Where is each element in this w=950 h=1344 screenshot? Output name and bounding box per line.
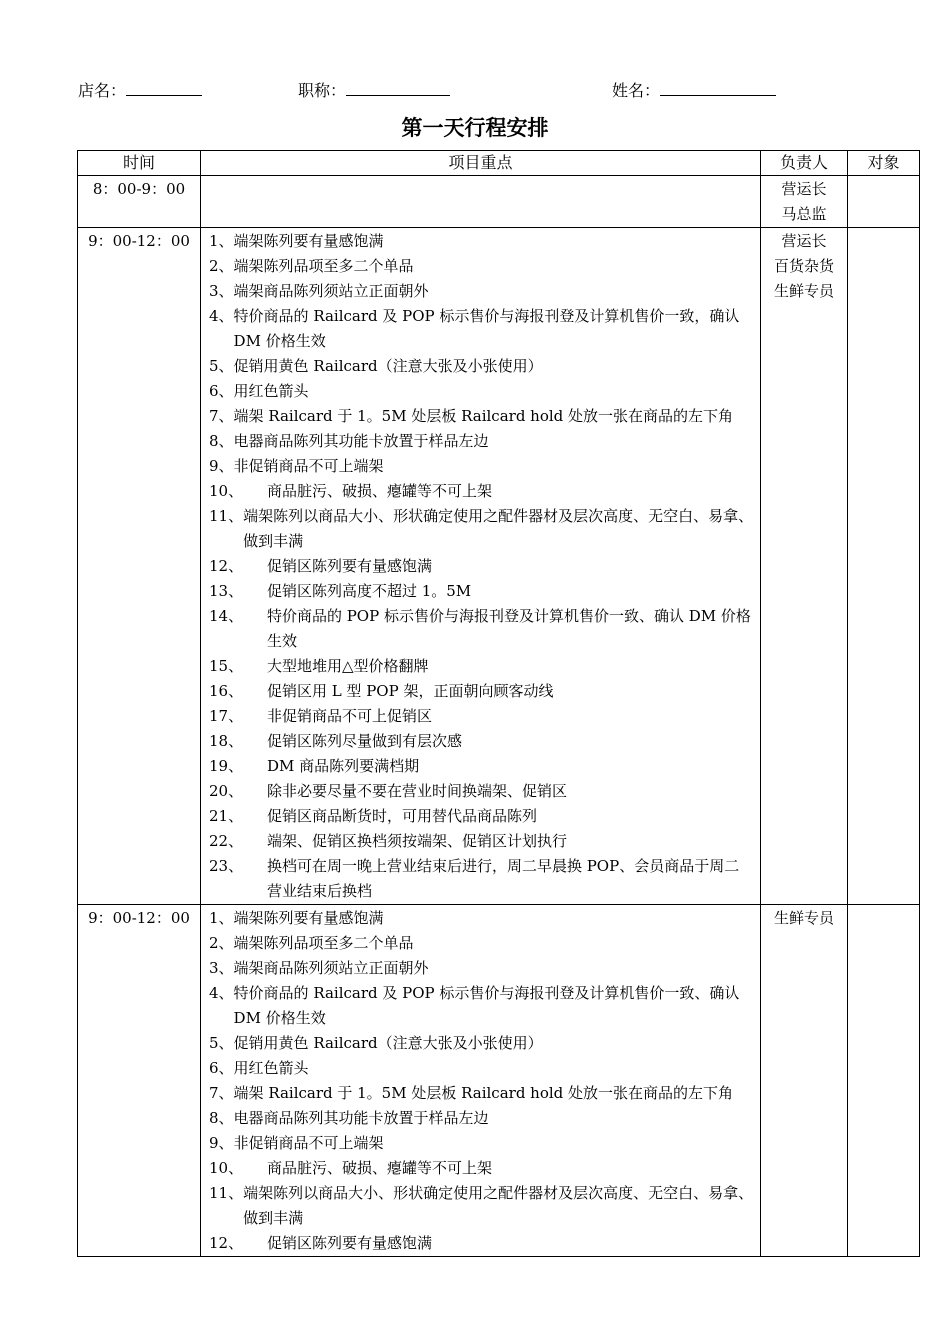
item-text: 用红色箭头 [233, 382, 309, 400]
page-title: 第一天行程安排 [401, 116, 549, 140]
item-text: 电器商品陈列其功能卡放置于样品左边 [233, 1109, 489, 1127]
item-text: 非促销商品不可上促销区 [266, 707, 432, 725]
item-number: 7、 [209, 407, 234, 425]
list-item [209, 679, 754, 704]
responsible-name: 营运长 [781, 232, 827, 250]
item-number: 11、 [209, 507, 244, 525]
list-item [209, 454, 754, 479]
item-text: 促销用黄色 Railcard（注意大张及小张使用） [233, 1034, 543, 1052]
table-row [78, 228, 920, 905]
table-header-row [78, 151, 920, 176]
list-item [209, 829, 754, 854]
list-item [209, 504, 754, 554]
item-number: 20、 [209, 782, 267, 800]
target-cell [848, 228, 920, 905]
item-number: 7、 [209, 1084, 234, 1102]
list-item [209, 654, 754, 679]
item-number: 16、 [209, 682, 267, 700]
header-time: 时间 [78, 151, 201, 176]
item-number: 6、 [209, 1059, 234, 1077]
time-cell: 8：00-9：00 [78, 176, 201, 228]
item-text: 除非必要尽量不要在营业时间换端架、促销区 [266, 782, 567, 800]
responsible-cell [761, 905, 848, 1257]
item-number: 18、 [209, 732, 267, 750]
item-text: 用红色箭头 [233, 1059, 309, 1077]
list-item [209, 1106, 754, 1131]
list-item [209, 804, 754, 829]
item-number: 11、 [209, 1184, 244, 1202]
list-item [209, 1181, 754, 1231]
item-text: 商品脏污、破损、瘪罐等不可上架 [266, 482, 492, 500]
item-text: 端架陈列品项至多二个单品 [233, 934, 414, 952]
store-name-label: 店名： [78, 81, 127, 100]
item-number: 19、 [209, 757, 267, 775]
item-text: 端架陈列要有量感饱满 [233, 232, 384, 250]
responsible-name: 生鲜专员 [773, 909, 834, 927]
header-key-points: 项目重点 [201, 151, 761, 176]
list-item [209, 779, 754, 804]
list-item [209, 1231, 754, 1256]
item-number: 22、 [209, 832, 267, 850]
list-item [209, 279, 754, 304]
item-number: 9、 [209, 1134, 234, 1152]
item-text: 促销区陈列尽量做到有层次感 [266, 732, 462, 750]
store-name-blank [126, 78, 202, 96]
key-points-cell [201, 905, 761, 1257]
list-item [209, 354, 754, 379]
list-item [209, 1056, 754, 1081]
item-number: 8、 [209, 1109, 234, 1127]
list-item [209, 404, 754, 429]
item-number: 10、 [209, 482, 267, 500]
responsible-cell [761, 176, 848, 228]
header-responsible: 负责人 [761, 151, 848, 176]
item-text: 促销区陈列要有量感饱满 [266, 1234, 432, 1252]
person-name-blank [660, 78, 776, 96]
list-item [209, 304, 754, 354]
item-number: 4、 [209, 307, 234, 325]
form-header [0, 78, 950, 100]
item-text: 端架 Railcard 于 1。5M 处层板 Railcard hold 处放一张在商品的左下角 [233, 407, 734, 425]
item-text: 促销区陈列要有量感饱满 [266, 557, 432, 575]
table-row [78, 905, 920, 1257]
responsible-name: 营运长 [781, 180, 827, 198]
item-text: 促销区商品断货时，可用替代品商品陈列 [266, 807, 537, 825]
item-number: 17、 [209, 707, 267, 725]
list-item [209, 429, 754, 454]
list-item [209, 854, 754, 904]
item-text: 端架陈列要有量感饱满 [233, 909, 384, 927]
table-row [78, 176, 920, 228]
list-item [209, 704, 754, 729]
item-text: 非促销商品不可上端架 [233, 1134, 384, 1152]
list-item [209, 1031, 754, 1056]
time-cell: 9：00-12：00 [78, 228, 201, 905]
target-cell [848, 176, 920, 228]
store-name-field [78, 78, 202, 101]
item-number: 8、 [209, 432, 234, 450]
item-number: 10、 [209, 1159, 267, 1177]
responsible-name: 马总监 [781, 205, 827, 223]
item-text: 特价商品的 POP 标示售价与海报刊登及计算机售价一致、确认 DM 价格生效 [266, 607, 751, 650]
item-text: 特价商品的 Railcard 及 POP 标示售价与海报刊登及计算机售价一致、确认 DM 价格生效 [233, 984, 740, 1027]
list-item [209, 604, 754, 654]
list-item [209, 729, 754, 754]
list-item [209, 1156, 754, 1181]
list-item [209, 579, 754, 604]
item-number: 6、 [209, 382, 234, 400]
item-number: 13、 [209, 582, 267, 600]
item-text: 端架陈列以商品大小、形状确定使用之配件器材及层次高度、无空白、易拿、做到丰满 [243, 1184, 754, 1227]
target-cell [848, 905, 920, 1257]
item-text: 非促销商品不可上端架 [233, 457, 384, 475]
job-title-blank [346, 78, 450, 96]
item-text: 促销区用 L 型 POP 架，正面朝向顾客动线 [266, 682, 554, 700]
person-name-label: 姓名： [612, 81, 661, 100]
item-number: 5、 [209, 357, 234, 375]
item-number: 15、 [209, 657, 267, 675]
item-text: 端架商品陈列须站立正面朝外 [233, 959, 429, 977]
item-number: 1、 [209, 909, 234, 927]
list-item [209, 956, 754, 981]
schedule-table [77, 150, 920, 1257]
responsible-name: 百货杂货 [773, 257, 834, 275]
job-title-label: 职称： [298, 81, 347, 100]
responsible-cell [761, 228, 848, 905]
responsible-name: 生鲜专员 [773, 282, 834, 300]
list-item [209, 1131, 754, 1156]
key-points-cell [201, 228, 761, 905]
list-item [209, 931, 754, 956]
list-item [209, 1081, 754, 1106]
item-number: 4、 [209, 984, 234, 1002]
item-text: DM 商品陈列要满档期 [266, 757, 420, 775]
item-text: 大型地堆用△型价格翻牌 [266, 657, 429, 675]
item-text: 端架 Railcard 于 1。5M 处层板 Railcard hold 处放一张在商品的左下角 [233, 1084, 734, 1102]
person-name-field [612, 78, 776, 101]
key-points-cell [201, 176, 761, 228]
item-text: 商品脏污、破损、瘪罐等不可上架 [266, 1159, 492, 1177]
item-number: 21、 [209, 807, 267, 825]
item-number: 12、 [209, 557, 267, 575]
item-number: 5、 [209, 1034, 234, 1052]
item-text: 端架陈列品项至多二个单品 [233, 257, 414, 275]
item-text: 促销区陈列高度不超过 1。5M [266, 582, 472, 600]
item-number: 2、 [209, 934, 234, 952]
list-item [209, 229, 754, 254]
item-number: 12、 [209, 1234, 267, 1252]
item-text: 端架商品陈列须站立正面朝外 [233, 282, 429, 300]
item-number: 9、 [209, 457, 234, 475]
item-text: 端架陈列以商品大小、形状确定使用之配件器材及层次高度、无空白、易拿、做到丰满 [243, 507, 754, 550]
list-item [209, 554, 754, 579]
item-text: 促销用黄色 Railcard（注意大张及小张使用） [233, 357, 543, 375]
list-item [209, 754, 754, 779]
item-text: 电器商品陈列其功能卡放置于样品左边 [233, 432, 489, 450]
item-number: 23、 [209, 857, 267, 875]
time-cell: 9：00-12：00 [78, 905, 201, 1257]
item-number: 2、 [209, 257, 234, 275]
item-text: 特价商品的 Railcard 及 POP 标示售价与海报刊登及计算机售价一致，确认 DM 价格生效 [233, 307, 740, 350]
list-item [209, 906, 754, 931]
job-title-field [298, 78, 450, 101]
item-number: 1、 [209, 232, 234, 250]
item-number: 3、 [209, 959, 234, 977]
header-target: 对象 [848, 151, 920, 176]
list-item [209, 254, 754, 279]
item-number: 3、 [209, 282, 234, 300]
list-item [209, 479, 754, 504]
item-text: 端架、促销区换档须按端架、促销区计划执行 [266, 832, 567, 850]
list-item [209, 379, 754, 404]
item-text: 换档可在周一晚上营业结束后进行，周二早晨换 POP、会员商品于周二营业结束后换档 [266, 857, 740, 900]
list-item [209, 981, 754, 1031]
item-number: 14、 [209, 607, 267, 625]
